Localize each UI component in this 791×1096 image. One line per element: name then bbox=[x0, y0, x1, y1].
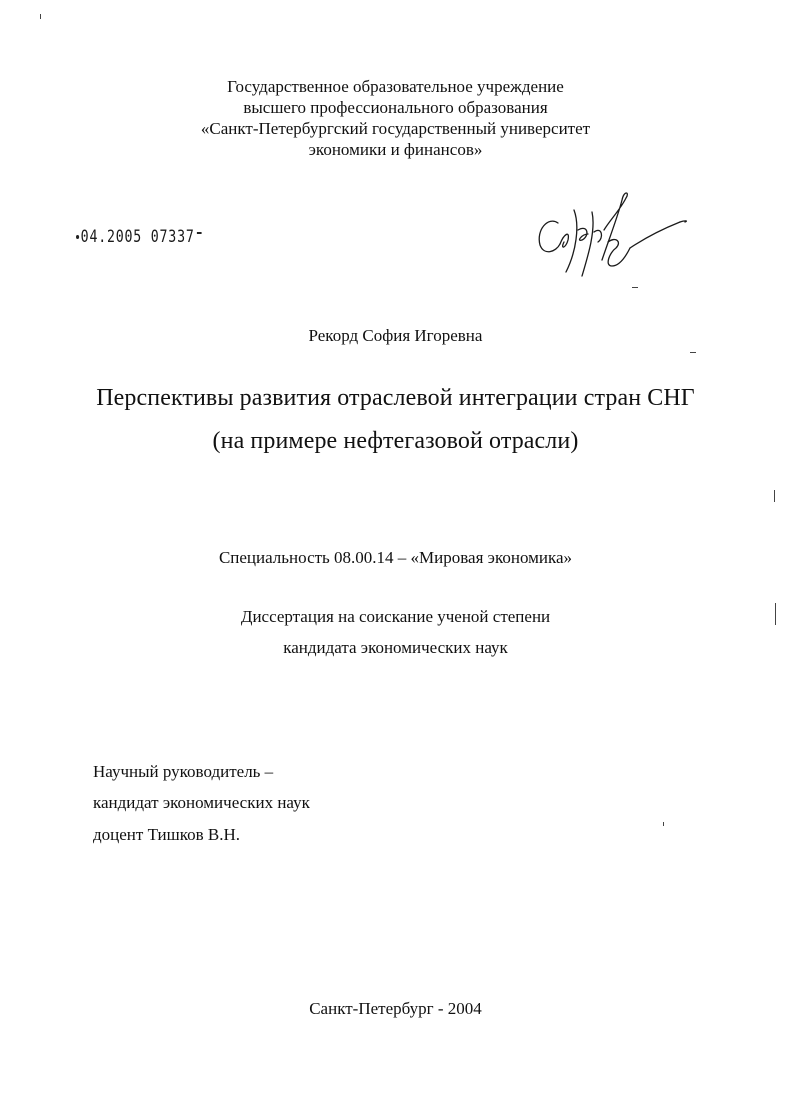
scan-artifact bbox=[774, 490, 775, 502]
advisor-line-1: Научный руководитель – bbox=[93, 762, 274, 781]
thesis-title-line-1: Перспективы развития отраслевой интеграции стран СНГ bbox=[96, 385, 695, 411]
institution-line-3: «Санкт-Петербургский государственный университет bbox=[200, 119, 591, 138]
specialty: Специальность 08.00.14 – «Мировая экономика» bbox=[218, 548, 573, 567]
dissertation-line-1: Диссертация на соискание ученой степени bbox=[240, 607, 551, 626]
scan-artifact bbox=[690, 352, 696, 353]
advisor-line-2: кандидат экономических наук bbox=[93, 793, 310, 812]
thesis-title-line-2: (на примере нефтегазовой отрасли) bbox=[212, 428, 579, 454]
scan-artifact bbox=[663, 822, 664, 826]
dissertation-line-2: кандидата экономических наук bbox=[283, 638, 508, 657]
stamp-number bbox=[76, 229, 202, 246]
signature-image bbox=[530, 190, 690, 285]
scan-artifact bbox=[40, 14, 41, 19]
scan-artifact bbox=[775, 603, 776, 625]
stamp-number-text: 04.2005 07337 bbox=[80, 227, 195, 247]
scan-artifact bbox=[632, 287, 638, 288]
institution-line-4: экономики и финансов» bbox=[308, 140, 483, 159]
author-name: Рекорд София Игоревна bbox=[308, 326, 483, 345]
institution-line-2: высшего профессионального образования bbox=[243, 98, 548, 117]
advisor-line-3: доцент Тишков В.Н. bbox=[93, 825, 241, 844]
city-year: Санкт-Петербург - 2004 bbox=[309, 999, 482, 1018]
institution-line-1: Государственное образовательное учреждение bbox=[227, 77, 564, 96]
